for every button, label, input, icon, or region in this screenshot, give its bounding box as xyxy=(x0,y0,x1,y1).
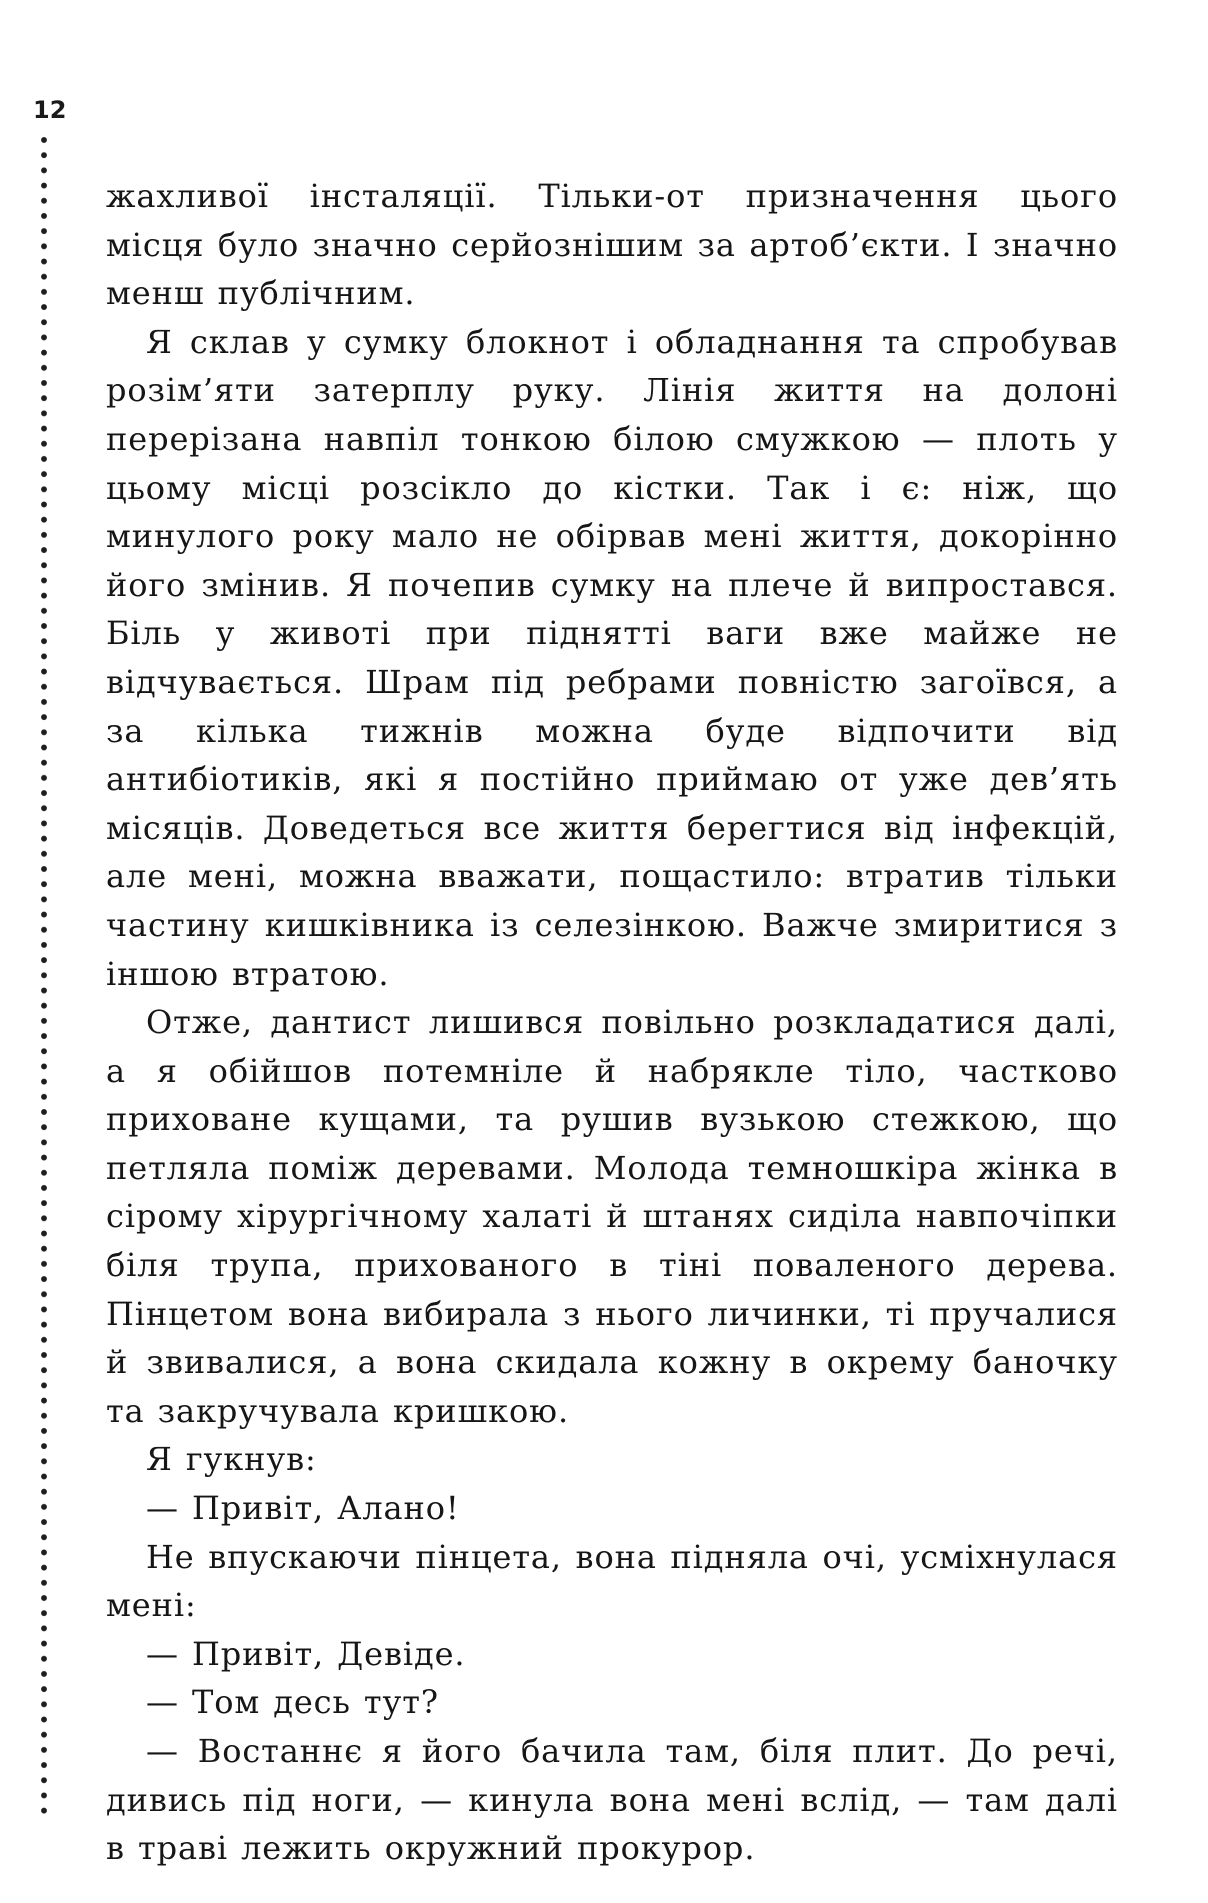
paragraph-3: Отже, дантист лишився повільно розкладатися далі, а я обійшов потемніле й набрякле тіло, частково приховане кущами, та рушив вузькою стежкою, що петляла поміж деревами. Молода темношкіра жінка в сірому хірургічному халаті й штанях сиділа навпочіпки біля трупа, прихованого в тіні поваленого дерева. Пінцетом вона вибирала з нього личинки, ті пручалися й звивалися, а вона скидала кожну в окрему баночку та закручувала кришкою. xyxy=(106,1003,1118,1430)
paragraph-7: — Привіт, Девіде. xyxy=(146,1634,466,1673)
paragraph-4: Я гукнув: xyxy=(146,1440,317,1479)
paragraph-9: — Востаннє я його бачила там, біля плит. До речі, дивись під ноги, — кинула вона мені вслід, — там далі в траві лежить окружний прокурор. xyxy=(106,1732,1118,1868)
dotted-margin-rule xyxy=(40,136,50,1816)
body-text xyxy=(106,172,1118,1873)
paragraph-2: Я склав у сумку блокнот і обладнання та спробував розім’яти затерплу руку. Лінія життя на долоні перерізана навпіл тонкою білою смужкою — плоть у цьому місці розсікло до кістки. Так і є: ніж, що минулого року мало не обірвав мені життя, докорінно його змінив. Я почепив сумку на плече й випростався. Біль у животі при піднятті ваги вже майже не відчувається. Шрам під ребрами повністю загоївся, а за кілька тижнів можна буде відпочити від антибіотиків, які я постійно приймаю от уже дев’ять місяців. Доведеться все життя берегтися від інфекцій, але мені, можна вважати, пощастило: втратив тільки частину кишківника із селезінкою. Важче змиритися з іншою втратою. xyxy=(106,322,1118,993)
page-number: 12 xyxy=(33,96,67,124)
paragraph-6: Не впускаючи пінцета, вона підняла очі, усміхнулася мені: xyxy=(106,1537,1118,1625)
paragraph-1: жахливої інсталяції. Тільки-от призначення цього місця було значно серйознішим за артоб’єкти. І значно менш публічним. xyxy=(106,177,1118,313)
paragraph-5: — Привіт, Алано! xyxy=(146,1489,460,1528)
paragraph-8: — Том десь тут? xyxy=(146,1683,439,1722)
